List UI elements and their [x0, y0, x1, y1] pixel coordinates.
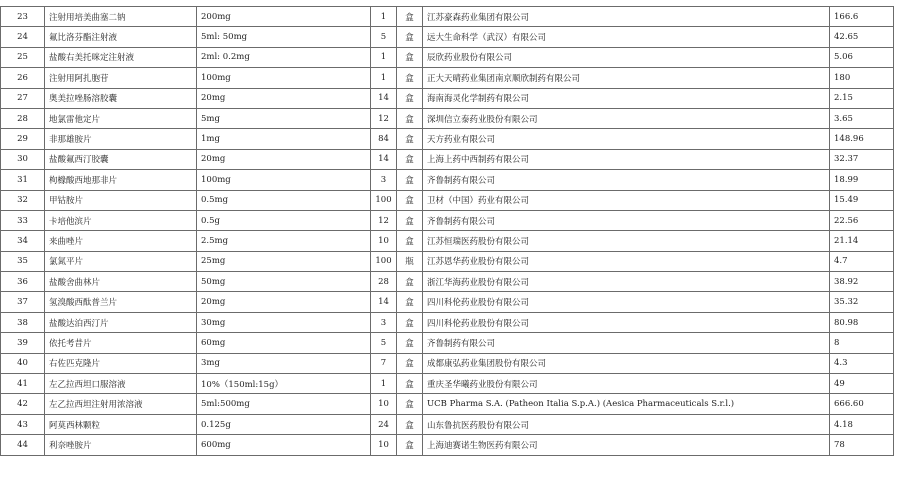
specification-cell: 20mg: [197, 149, 371, 169]
quantity-cell: 12: [371, 210, 397, 230]
quantity-cell: 100: [371, 251, 397, 271]
unit-cell: 盒: [397, 88, 423, 108]
specification-cell: 100mg: [197, 170, 371, 190]
manufacturer-cell: 卫材（中国）药业有限公司: [423, 190, 830, 210]
manufacturer-cell: 辰欣药业股份有限公司: [423, 47, 830, 67]
specification-cell: 3mg: [197, 353, 371, 373]
table-row: [1, 353, 894, 373]
specification-cell: 10%（150ml:15g）: [197, 374, 371, 394]
unit-cell: 盒: [397, 108, 423, 128]
manufacturer-cell: 山东鲁抗医药股份有限公司: [423, 414, 830, 434]
table-row: [1, 435, 894, 455]
quantity-cell: 10: [371, 231, 397, 251]
table-row: [1, 312, 894, 332]
table-row: [1, 210, 894, 230]
specification-cell: 5mg: [197, 108, 371, 128]
drug-name-cell: 注射用阿扎胞苷: [45, 68, 197, 88]
drug-name-cell: 盐酸达泊西汀片: [45, 312, 197, 332]
unit-cell: 盒: [397, 190, 423, 210]
specification-cell: 25mg: [197, 251, 371, 271]
drug-name-cell: 氟比洛芬酯注射液: [45, 27, 197, 47]
unit-cell: 盒: [397, 170, 423, 190]
price-cell: 22.56: [830, 210, 894, 230]
drug-name-cell: 注射用培美曲塞二钠: [45, 7, 197, 27]
specification-cell: 5ml:500mg: [197, 394, 371, 414]
row-number-cell: 44: [1, 435, 45, 455]
specification-cell: 600mg: [197, 435, 371, 455]
manufacturer-cell: 江苏豪森药业集团有限公司: [423, 7, 830, 27]
quantity-cell: 1: [371, 374, 397, 394]
drug-name-cell: 氢溴酸西酞普兰片: [45, 292, 197, 312]
price-cell: 78: [830, 435, 894, 455]
price-cell: 18.99: [830, 170, 894, 190]
table-row: [1, 292, 894, 312]
specification-cell: 100mg: [197, 68, 371, 88]
specification-cell: 2.5mg: [197, 231, 371, 251]
specification-cell: 5ml: 50mg: [197, 27, 371, 47]
table-row: [1, 414, 894, 434]
row-number-cell: 23: [1, 7, 45, 27]
quantity-cell: 28: [371, 272, 397, 292]
unit-cell: 盒: [397, 312, 423, 332]
row-number-cell: 30: [1, 149, 45, 169]
manufacturer-cell: 成都康弘药业集团股份有限公司: [423, 353, 830, 373]
price-cell: 49: [830, 374, 894, 394]
manufacturer-cell: 上海迪赛诺生物医药有限公司: [423, 435, 830, 455]
manufacturer-cell: 四川科伦药业股份有限公司: [423, 312, 830, 332]
unit-cell: 瓶: [397, 251, 423, 271]
table-row: [1, 27, 894, 47]
unit-cell: 盒: [397, 333, 423, 353]
unit-cell: 盒: [397, 394, 423, 414]
price-cell: 5.06: [830, 47, 894, 67]
unit-cell: 盒: [397, 353, 423, 373]
drug-name-cell: 非那雄胺片: [45, 129, 197, 149]
quantity-cell: 1: [371, 68, 397, 88]
manufacturer-cell: 齐鲁制药有限公司: [423, 210, 830, 230]
price-cell: 35.32: [830, 292, 894, 312]
table-row: [1, 231, 894, 251]
price-cell: 666.60: [830, 394, 894, 414]
row-number-cell: 26: [1, 68, 45, 88]
row-number-cell: 35: [1, 251, 45, 271]
specification-cell: 20mg: [197, 292, 371, 312]
unit-cell: 盒: [397, 272, 423, 292]
drug-name-cell: 盐酸右美托咪定注射液: [45, 47, 197, 67]
unit-cell: 盒: [397, 129, 423, 149]
price-cell: 180: [830, 68, 894, 88]
quantity-cell: 3: [371, 312, 397, 332]
quantity-cell: 3: [371, 170, 397, 190]
row-number-cell: 39: [1, 333, 45, 353]
table-row: [1, 88, 894, 108]
drug-name-cell: 奥美拉唑肠溶胶囊: [45, 88, 197, 108]
table-row: [1, 68, 894, 88]
price-cell: 21.14: [830, 231, 894, 251]
table-row: [1, 333, 894, 353]
quantity-cell: 14: [371, 88, 397, 108]
price-cell: 2.15: [830, 88, 894, 108]
specification-cell: 20mg: [197, 88, 371, 108]
manufacturer-cell: 正大天晴药业集团南京顺欣制药有限公司: [423, 68, 830, 88]
table-row: [1, 7, 894, 27]
unit-cell: 盒: [397, 68, 423, 88]
manufacturer-cell: 远大生命科学（武汉）有限公司: [423, 27, 830, 47]
row-number-cell: 25: [1, 47, 45, 67]
specification-cell: 2ml: 0.2mg: [197, 47, 371, 67]
row-number-cell: 37: [1, 292, 45, 312]
price-cell: 80.98: [830, 312, 894, 332]
quantity-cell: 5: [371, 333, 397, 353]
quantity-cell: 5: [371, 27, 397, 47]
table-row: [1, 129, 894, 149]
manufacturer-cell: 齐鲁制药有限公司: [423, 170, 830, 190]
drug-name-cell: 盐酸舍曲林片: [45, 272, 197, 292]
table-row: [1, 251, 894, 271]
row-number-cell: 29: [1, 129, 45, 149]
manufacturer-cell: 齐鲁制药有限公司: [423, 333, 830, 353]
manufacturer-cell: UCB Pharma S.A. (Patheon Italia S.p.A.) (Aesica Pharmaceuticals S.r.l.): [423, 394, 830, 414]
quantity-cell: 84: [371, 129, 397, 149]
manufacturer-cell: 重庆圣华曦药业股份有限公司: [423, 374, 830, 394]
table-row: [1, 149, 894, 169]
specification-cell: 200mg: [197, 7, 371, 27]
price-cell: 8: [830, 333, 894, 353]
unit-cell: 盒: [397, 414, 423, 434]
row-number-cell: 43: [1, 414, 45, 434]
quantity-cell: 10: [371, 394, 397, 414]
specification-cell: 30mg: [197, 312, 371, 332]
table-row: [1, 190, 894, 210]
manufacturer-cell: 四川科伦药业股份有限公司: [423, 292, 830, 312]
specification-cell: 0.125g: [197, 414, 371, 434]
table-row: [1, 108, 894, 128]
row-number-cell: 34: [1, 231, 45, 251]
row-number-cell: 40: [1, 353, 45, 373]
quantity-cell: 100: [371, 190, 397, 210]
row-number-cell: 27: [1, 88, 45, 108]
table-row: [1, 170, 894, 190]
row-number-cell: 38: [1, 312, 45, 332]
price-cell: 148.96: [830, 129, 894, 149]
row-number-cell: 41: [1, 374, 45, 394]
price-cell: 4.18: [830, 414, 894, 434]
price-cell: 4.3: [830, 353, 894, 373]
row-number-cell: 33: [1, 210, 45, 230]
specification-cell: 1mg: [197, 129, 371, 149]
manufacturer-cell: 海南海灵化学制药有限公司: [423, 88, 830, 108]
unit-cell: 盒: [397, 292, 423, 312]
specification-cell: 0.5mg: [197, 190, 371, 210]
quantity-cell: 12: [371, 108, 397, 128]
drug-name-cell: 卡培他滨片: [45, 210, 197, 230]
quantity-cell: 1: [371, 7, 397, 27]
manufacturer-cell: 浙江华海药业股份有限公司: [423, 272, 830, 292]
unit-cell: 盒: [397, 27, 423, 47]
drug-name-cell: 氯氮平片: [45, 251, 197, 271]
quantity-cell: 24: [371, 414, 397, 434]
table-row: [1, 374, 894, 394]
price-cell: 3.65: [830, 108, 894, 128]
quantity-cell: 14: [371, 292, 397, 312]
drug-name-cell: 依托考昔片: [45, 333, 197, 353]
drug-name-cell: 阿莫西林颗粒: [45, 414, 197, 434]
drug-name-cell: 右佐匹克隆片: [45, 353, 197, 373]
table-row: [1, 272, 894, 292]
drug-name-cell: 地氯雷他定片: [45, 108, 197, 128]
price-cell: 38.92: [830, 272, 894, 292]
price-cell: 32.37: [830, 149, 894, 169]
unit-cell: 盒: [397, 149, 423, 169]
row-number-cell: 36: [1, 272, 45, 292]
price-cell: 42.65: [830, 27, 894, 47]
row-number-cell: 28: [1, 108, 45, 128]
price-cell: 4.7: [830, 251, 894, 271]
row-number-cell: 31: [1, 170, 45, 190]
specification-cell: 0.5g: [197, 210, 371, 230]
unit-cell: 盒: [397, 7, 423, 27]
unit-cell: 盒: [397, 210, 423, 230]
drug-name-cell: 枸橼酸西地那非片: [45, 170, 197, 190]
price-cell: 15.49: [830, 190, 894, 210]
table-row: [1, 394, 894, 414]
quantity-cell: 10: [371, 435, 397, 455]
specification-cell: 50mg: [197, 272, 371, 292]
unit-cell: 盒: [397, 231, 423, 251]
specification-cell: 60mg: [197, 333, 371, 353]
quantity-cell: 1: [371, 47, 397, 67]
manufacturer-cell: 上海上药中西制药有限公司: [423, 149, 830, 169]
table-body: [1, 7, 894, 456]
price-cell: 166.6: [830, 7, 894, 27]
unit-cell: 盒: [397, 374, 423, 394]
drug-name-cell: 利奈唑胺片: [45, 435, 197, 455]
manufacturer-cell: 江苏恒瑞医药股份有限公司: [423, 231, 830, 251]
drug-name-cell: 来曲唑片: [45, 231, 197, 251]
unit-cell: 盒: [397, 435, 423, 455]
drug-name-cell: 左乙拉西坦口服溶液: [45, 374, 197, 394]
drug-name-cell: 左乙拉西坦注射用浓溶液: [45, 394, 197, 414]
manufacturer-cell: 天方药业有限公司: [423, 129, 830, 149]
unit-cell: 盒: [397, 47, 423, 67]
manufacturer-cell: 江苏恩华药业股份有限公司: [423, 251, 830, 271]
quantity-cell: 14: [371, 149, 397, 169]
manufacturer-cell: 深圳信立泰药业股份有限公司: [423, 108, 830, 128]
drug-name-cell: 甲钴胺片: [45, 190, 197, 210]
quantity-cell: 7: [371, 353, 397, 373]
table-row: [1, 47, 894, 67]
row-number-cell: 42: [1, 394, 45, 414]
drug-price-table: [0, 6, 894, 456]
drug-name-cell: 盐酸氟西汀胶囊: [45, 149, 197, 169]
row-number-cell: 32: [1, 190, 45, 210]
row-number-cell: 24: [1, 27, 45, 47]
